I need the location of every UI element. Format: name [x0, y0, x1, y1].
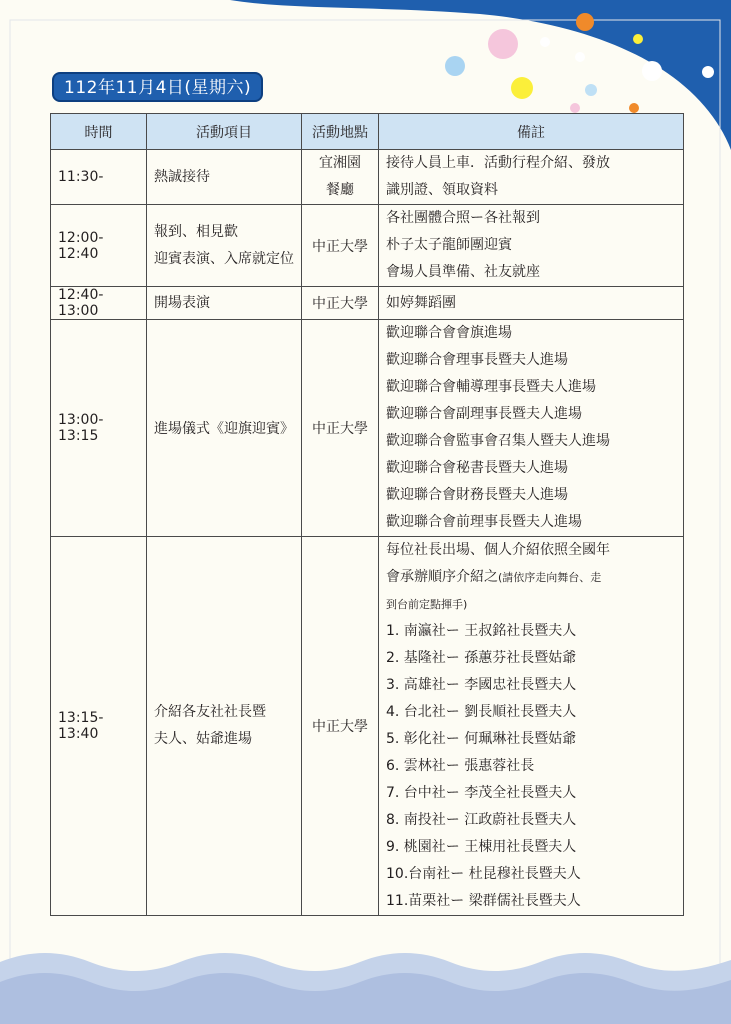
- schedule-table: [50, 113, 684, 916]
- note-line: 歡迎聯合會前理事長暨夫人進場: [386, 514, 582, 530]
- header-time: 時間: [51, 114, 147, 150]
- notes-cell: [379, 150, 684, 205]
- club-list-item: 6. 雲林社ー 張惠蓉社長: [386, 758, 535, 774]
- header-location: 活動地點: [302, 114, 379, 150]
- location-line: 餐廳: [326, 182, 354, 198]
- note-line: 歡迎聯合會會旗進場: [386, 325, 512, 341]
- club-list-item: 7. 台中社ー 李茂全社長暨夫人: [386, 785, 577, 801]
- note-line: 會場人員準備、社友就座: [386, 264, 540, 280]
- location-line: 宜湘園: [319, 155, 361, 171]
- club-list-item: 3. 高雄社ー 李國忠社長暨夫人: [386, 677, 577, 693]
- note-line: 歡迎聯合會輔導理事長暨夫人進場: [386, 379, 596, 395]
- club-list-item: 5. 彰化社ー 何珮琳社長暨姑爺: [386, 731, 577, 747]
- activity-cell: [147, 287, 302, 320]
- location-cell: [302, 150, 379, 205]
- activity-cell: 進場儀式《迎旗迎賓》: [147, 320, 302, 537]
- notes-cell: [379, 320, 684, 537]
- location-cell: 中正大學: [302, 320, 379, 537]
- notes-cell: [379, 287, 684, 320]
- activity-line: 報到、相見歡: [154, 223, 238, 240]
- time-cell: 13:15-13:40: [51, 537, 147, 916]
- time-cell: 11:30-: [51, 150, 147, 205]
- note-line: 朴子太子龍師團迎賓: [386, 237, 512, 253]
- table-row: [51, 205, 684, 287]
- note-line: 識別證、領取資料: [386, 182, 498, 198]
- wave-decoration: [0, 944, 731, 1024]
- notes-cell: [379, 205, 684, 287]
- time-cell: 13:00-13:15: [51, 320, 147, 537]
- activity-line: 介紹各友社社長暨: [154, 704, 266, 720]
- intro-small-text: (請依序走向舞台、走: [498, 571, 602, 584]
- note-line: 如婷舞蹈團: [386, 294, 456, 311]
- location-cell: 中正大學: [302, 287, 379, 320]
- intro-line: [386, 564, 676, 591]
- table-row: [51, 537, 684, 916]
- note-line: 歡迎聯合會秘書長暨夫人進場: [386, 460, 568, 476]
- club-list-item: 10.台南社ー 杜昆穆社長暨夫人: [386, 866, 581, 882]
- note-line: 歡迎聯合會副理事長暨夫人進場: [386, 406, 582, 422]
- club-list-item: 8. 南投社ー 江政蔚社長暨夫人: [386, 812, 577, 828]
- time-cell: 12:00-12:40: [51, 205, 147, 287]
- date-badge: 112年11月4日(星期六): [52, 72, 263, 102]
- club-list-item: 4. 台北社ー 劉長順社長暨夫人: [386, 704, 577, 720]
- table-header-row: [51, 114, 684, 150]
- activity-cell: [147, 150, 302, 205]
- activity-line: 開場表演: [154, 294, 210, 311]
- location-cell: 中正大學: [302, 205, 379, 287]
- club-list-item: 2. 基隆社ー 孫蕙芬社長暨姑爺: [386, 650, 577, 666]
- note-line: 歡迎聯合會財務長暨夫人進場: [386, 487, 568, 503]
- table-row: [51, 320, 684, 537]
- note-line: 各社團體合照ー各社報到: [386, 210, 540, 226]
- club-list-item: 9. 桃園社ー 王棟用社長暨夫人: [386, 839, 577, 855]
- club-list-item: 1. 南瀛社ー 王叔銘社長暨夫人: [386, 623, 577, 639]
- intro-line: 每位社長出場、個人介紹依照全國年: [386, 542, 610, 558]
- note-line: 歡迎聯合會監事會召集人暨夫人進場: [386, 433, 610, 449]
- activity-line: 夫人、姑爺進場: [154, 731, 252, 747]
- header-activity: 活動項目: [147, 114, 302, 150]
- activity-line: 迎賓表演、入席就定位: [154, 250, 294, 267]
- note-line: 歡迎聯合會理事長暨夫人進場: [386, 352, 568, 368]
- intro-small-line: 到台前定點揮手): [386, 598, 468, 611]
- header-notes: 備註: [379, 114, 684, 150]
- notes-cell: [379, 537, 684, 916]
- activity-cell: [147, 205, 302, 287]
- note-line: 接待人員上車．活動行程介紹、發放: [386, 155, 610, 171]
- table-row: [51, 287, 684, 320]
- activity-line: 熱誠接待: [154, 168, 210, 185]
- location-cell: 中正大學: [302, 537, 379, 916]
- club-list-item: 11.苗栗社ー 梁群儒社長暨夫人: [386, 893, 581, 909]
- intro-text: 會承辦順序介紹之: [386, 569, 498, 585]
- time-cell: 12:40-13:00: [51, 287, 147, 320]
- activity-cell: [147, 537, 302, 916]
- table-row: [51, 150, 684, 205]
